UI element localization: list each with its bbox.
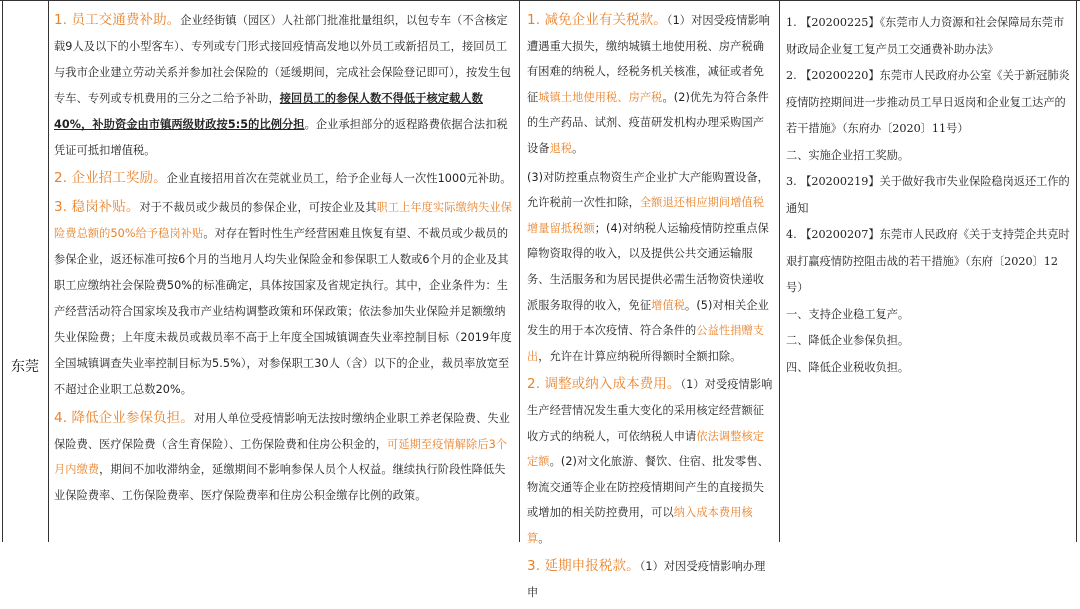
policy-item — [54, 166, 514, 192]
policy-item — [527, 554, 773, 605]
policy-emphasis: 接回员工的参保人数不得低于核定载人数40%，补助资金由市镇两级财政按5:5的比例分担 — [54, 91, 483, 131]
policy-highlight: 退税 — [549, 141, 573, 155]
policy-text: ，允许在计算应纳税所得额时全额扣除。 — [538, 349, 742, 363]
policy-text: (3)对防控重点物资生产企业扩大产能购置设备，允许税前一次性扣除， — [527, 170, 769, 210]
source-clause: 二、降低企业参保负担。 — [786, 334, 910, 347]
policy-text: ；(4)对纳税人运输疫情防控重点保障物资取得的收入，以及提供公共交通运输服务、生活服务和为居民提供必需生活物资快递收派服务取得的收入，免征 — [527, 221, 769, 312]
policy-text: 。(5)对相关企业发生的用于本次疫情、符合条件的 — [527, 298, 769, 338]
policy-source-cell — [786, 10, 1070, 381]
policy-text: 企业直接招用首次在莞就业员工，给予企业每人一次性1000元补助。 — [166, 172, 512, 186]
source-clause: 一、支持企业稳工复产。 — [786, 307, 910, 321]
policy-text: （1）对因受疫情影响办理申 — [527, 560, 766, 600]
tax-policy-cell — [527, 8, 773, 609]
policy-heading: 3. 延期申报税款。 — [527, 558, 640, 575]
policy-text: 对于不裁员或少裁员的参保企业，可按企业及其 — [139, 201, 377, 215]
policy-highlight: 依法调整核定定额 — [527, 429, 765, 469]
policy-text: 对用人单位受疫情影响无法按时缴纳企业职工养老保险费、失业保险费、医疗保险费（含生育保险）、工伤保险费和住房公积金的， — [54, 411, 510, 451]
policy-highlight: 全额退还相应期间增值税增量留抵税额 — [527, 196, 765, 235]
policy-heading: 1. 减免企业有关税款。 — [527, 12, 667, 28]
policy-heading: 2. 企业招工奖励。 — [54, 170, 167, 187]
row-divider — [0, 0, 1080, 1]
policy-item — [527, 8, 773, 162]
column-divider — [519, 0, 520, 542]
column-divider — [779, 0, 780, 542]
policy-text: （1）对受疫情影响生产经营情况发生重大变化的采用核定经营额征收方式的纳税人，可依纳税人申请 — [527, 378, 773, 443]
policy-item — [54, 8, 514, 163]
policy-item — [527, 165, 773, 370]
policy-text: 。 — [538, 531, 550, 545]
policy-text: 企业经街镇（园区）人社部门批准批量组织，以包专车（不含核定载9人及以下的小型客车）、专列或专门形式接回疫情高发地以外员工或新招员工，接回员工与我市企业建立劳动关系并参加社会保险的（延缓期间，完成社会保险登记即可），按发生包专车、专列或专机费用的三分之二给予补助， — [54, 14, 512, 105]
policy-text: 。(2)对文化旅游、餐饮、住宿、批发零售、物流交通等企业在防控疫情期间产生的直接损失或增加的相关防控费用，可以 — [527, 455, 769, 520]
policy-highlight: 公益性捐赠支出 — [527, 324, 765, 363]
source-document: 3. 【20200219】关于做好我市失业保险稳岗返还工作的通知 — [786, 175, 1070, 215]
policy-highlight: 城镇土地使用税、房产税 — [538, 90, 663, 104]
table-border-left — [2, 0, 3, 542]
policy-heading: 1. 员工交通费补助。 — [54, 12, 181, 28]
policy-text: （1）对因受疫情影响遭遇重大损失，缴纳城镇土地使用税、房产税确有困难的纳税人，经税务机关核准，减征或者免征 — [527, 14, 771, 104]
source-clause: 二、实施企业招工奖励。 — [786, 148, 910, 162]
policy-text: 。企业承担部分的返程路费依据合法扣税凭证可抵扣增值税。 — [54, 117, 508, 157]
source-document: 1. 【20200225】《东莞市人力资源和社会保障局东莞市财政局企业复工复产员工交通费补助办法》 — [786, 16, 1065, 56]
source-document: 4. 【20200207】东莞市人民政府《关于支持莞企共克时艰打赢疫情防控阻击战的若干措施》（东府〔2020〕12号） — [786, 228, 1070, 294]
policy-item — [527, 372, 773, 551]
policy-heading: 4. 降低企业参保负担。 — [54, 409, 194, 426]
policy-heading: 3. 稳岗补贴。 — [54, 199, 140, 216]
policy-highlight: 可延期至疫情解除后3个月内缴费 — [54, 437, 508, 477]
policy-text: 。对存在暂时性生产经营困难且恢复有望、不裁员或少裁员的参保企业，返还标准可按6个月的当地月人均失业保险金和参保职工人数或6个月的企业及其职工应缴纳社会保险费50%的标准确定，具体按国家及省规定执行。其中，企业条件为：生产经营活动符合国家埃及我市产业结构调整政策和环保政策；依法参加失业保险并足额缴纳失业保险费；上年度未裁员或裁员率不高于上年度全国城镇调查失业率控制目标（2019年度全国城镇调查失业率控制目标为5.5%），对参保职工30人（含）以下的企业，裁员率放宽至不超过企业职工总数20%。 — [54, 227, 512, 396]
policy-highlight: 增值税 — [651, 298, 686, 312]
policy-item — [54, 195, 514, 402]
source-document: 2. 【20200220】东莞市人民政府办公室《关于新冠肺炎疫情防控期间进一步推动员工早日返岗和企业复工达产的若干措施》（东府办〔2020〕11号） — [786, 69, 1070, 135]
policy-text: 。 — [572, 141, 584, 155]
employment-policy-cell — [54, 8, 514, 512]
city-name: 东莞 — [11, 359, 39, 375]
policy-heading: 2. 调整或纳入成本费用。 — [527, 376, 681, 393]
table-border-right — [1076, 0, 1077, 542]
policy-text: ，期间不加收滞纳金，延缴期间不影响参保人员个人权益。继续执行阶段性降低失业保险费率、工伤保险费率、医疗保险费率和住房公积金缴存比例的政策。 — [54, 463, 506, 503]
policy-highlight: 职工上年度实际缴纳失业保险费总额的50%给予稳岗补贴 — [54, 201, 512, 241]
policy-item — [54, 406, 514, 510]
policy-highlight: 纳入成本费用核算 — [527, 506, 753, 545]
column-divider — [48, 0, 49, 542]
policy-text: 。(2)优先为符合条件的生产药品、试剂、疫苗研发机构办理采购国产设备 — [527, 90, 769, 155]
source-clause: 四、降低企业税收负担。 — [786, 360, 910, 374]
